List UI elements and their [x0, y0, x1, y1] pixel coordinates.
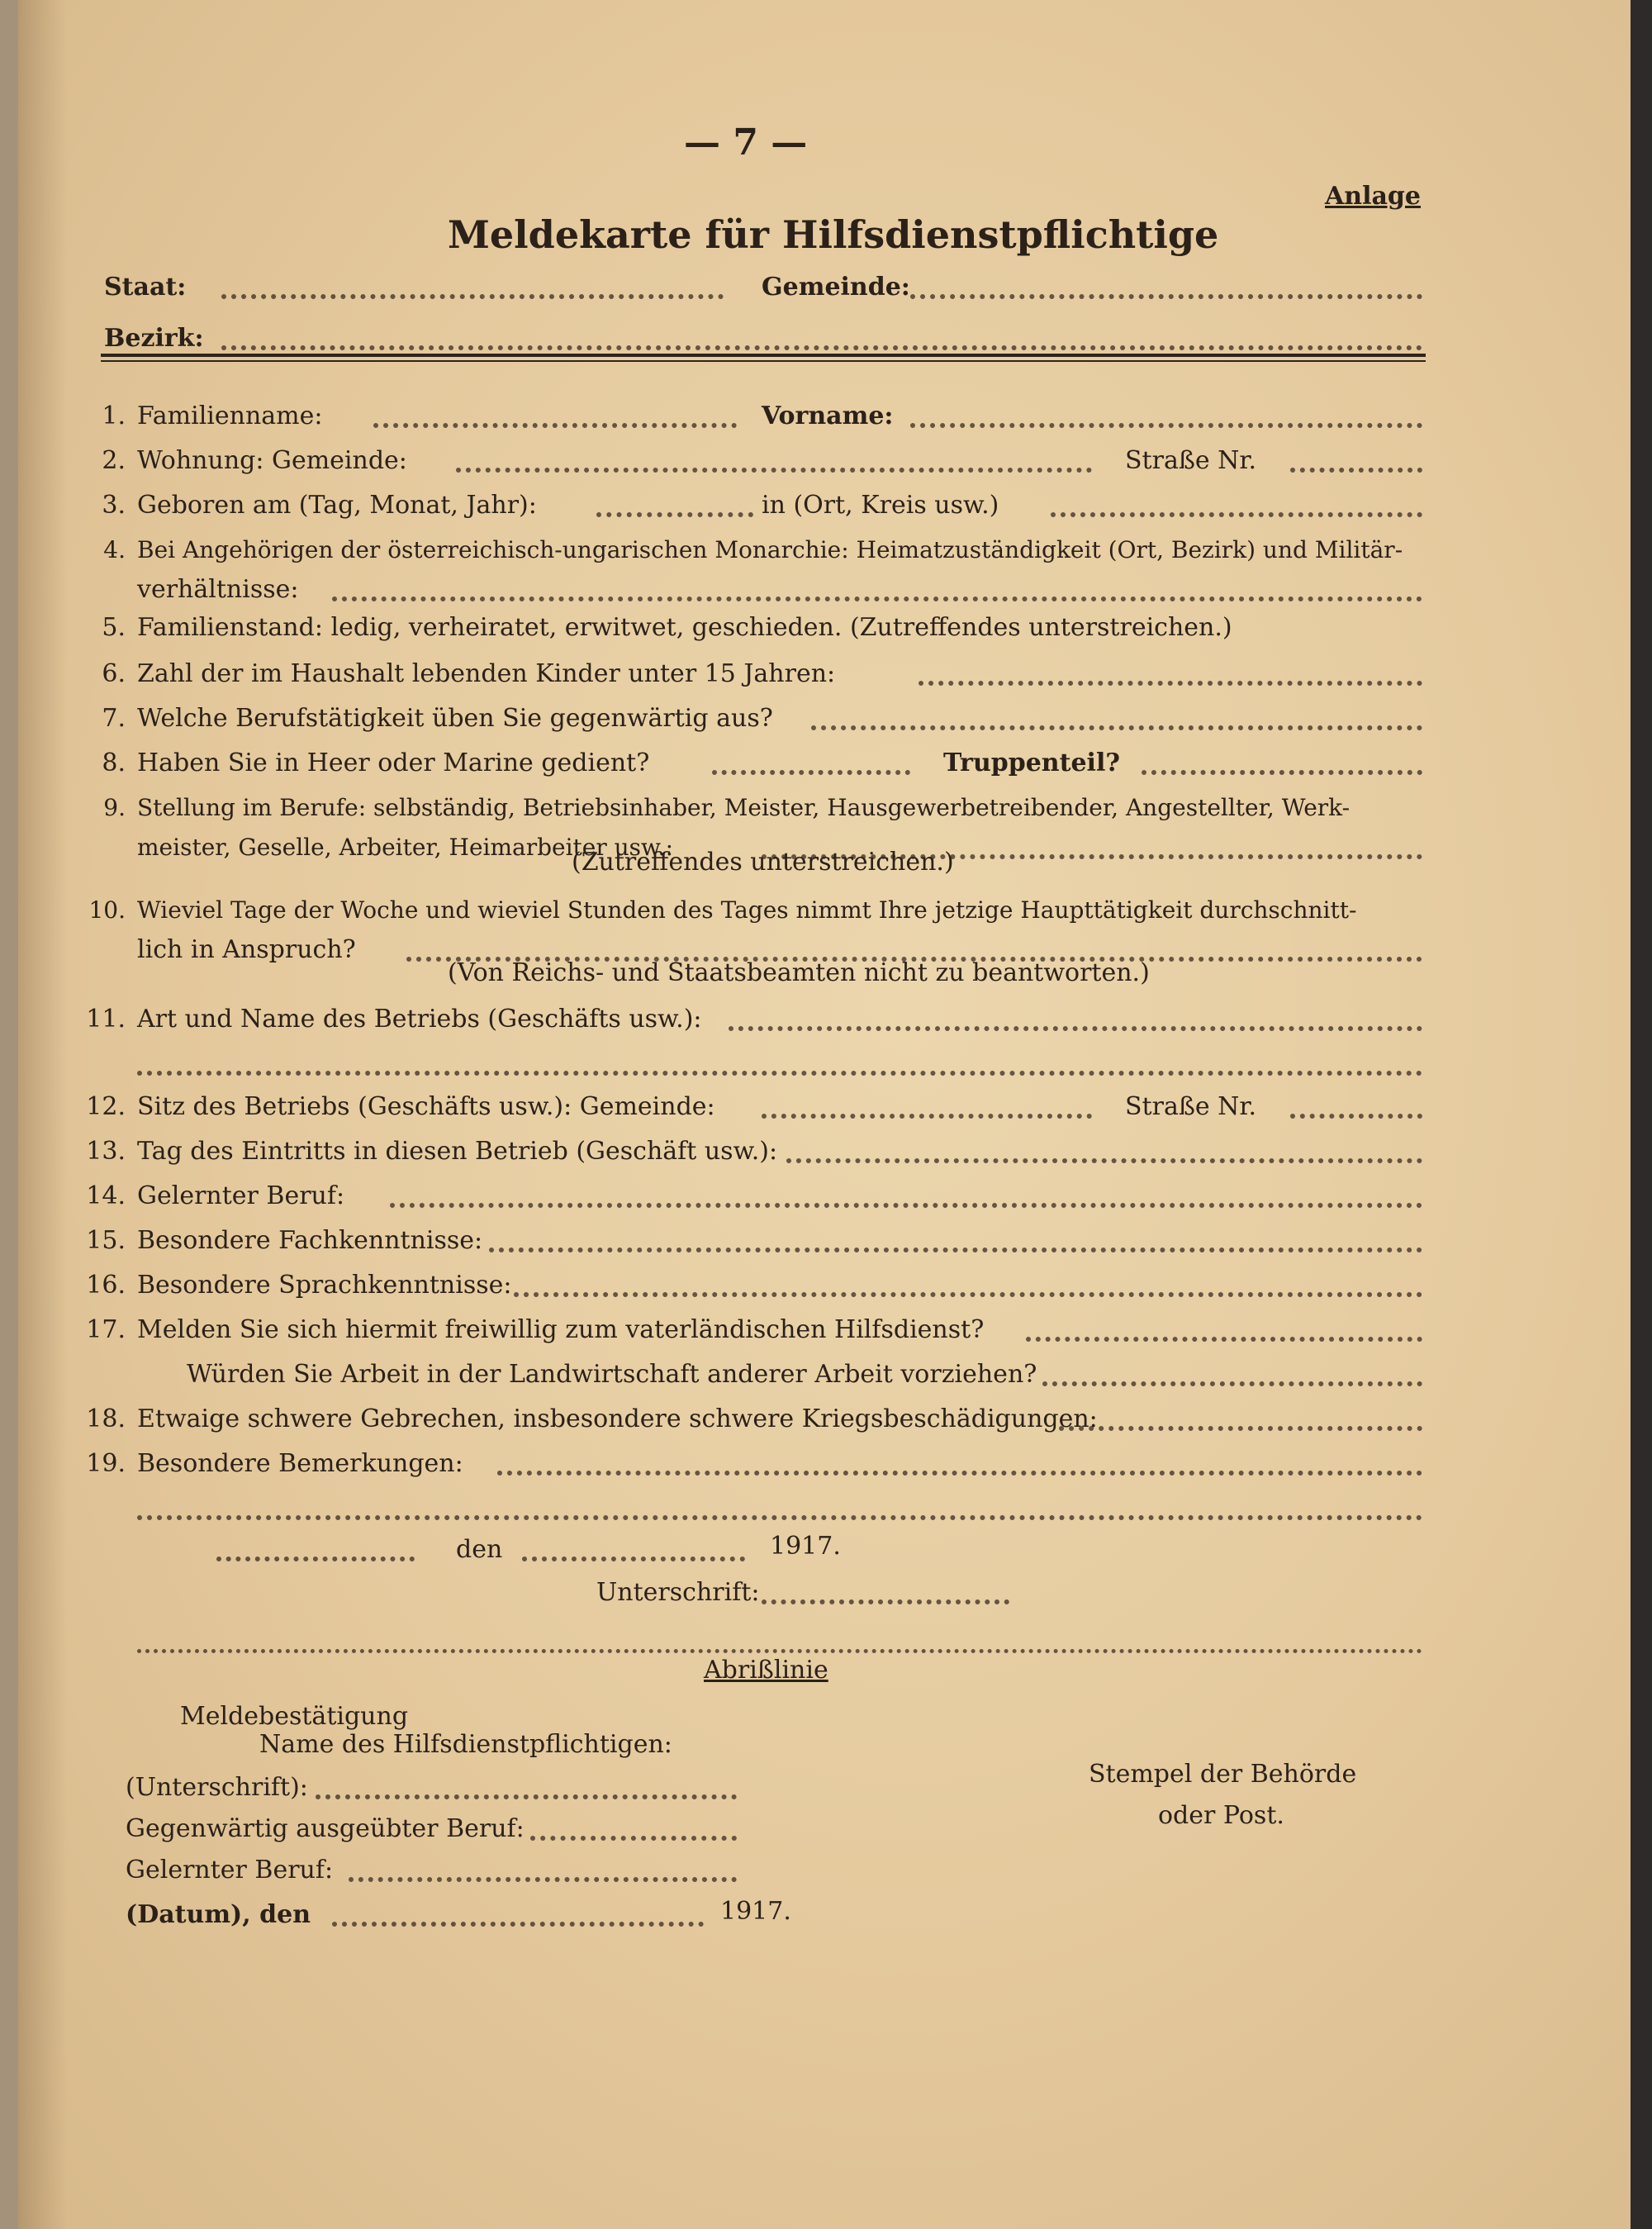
annex-label: Anlage	[1325, 182, 1421, 211]
field-8	[76, 749, 649, 778]
confirmation-name-label: Name des Hilfsdienstpflichtigen:	[259, 1730, 672, 1759]
arbeitszeit-label: Wieviel Tage der Woche und wieviel Stunden des Tages nimmt Ihre jetzige Haupttätigkeit durchschnitt-	[137, 896, 1357, 924]
confirmation-datum-label: (Datum), den	[126, 1900, 311, 1929]
staat-label: Staat:	[104, 273, 187, 302]
gemeinde-label: Gemeinde:	[762, 273, 910, 302]
sprachkenntnisse-field[interactable]	[514, 1289, 1422, 1297]
field-number: 2.	[102, 446, 126, 475]
book-binding	[0, 0, 18, 2229]
confirmation-datum-field[interactable]	[332, 1918, 704, 1927]
field-16	[76, 1271, 511, 1300]
gemeinde-field[interactable]	[910, 291, 1422, 299]
bemerkungen-field[interactable]	[497, 1467, 1422, 1476]
fachkenntnisse-label: Besondere Fachkenntnisse:	[137, 1226, 483, 1255]
sitz-strasse-label: Straße Nr.	[1125, 1092, 1256, 1121]
familienname-field[interactable]	[373, 420, 737, 428]
field-14	[76, 1181, 344, 1211]
field-2	[76, 446, 407, 476]
field-number: 19.	[86, 1449, 126, 1478]
stellung-label-cont[interactable]: meister, Geselle, Arbeiter, Heimarbeiter usw.:	[137, 834, 674, 861]
ort-field[interactable]	[216, 1553, 415, 1561]
eintritt-field[interactable]	[786, 1155, 1422, 1163]
heimat-field[interactable]	[332, 593, 1422, 601]
betrieb-field[interactable]	[729, 1023, 1422, 1031]
bezirk-label: Bezirk:	[104, 324, 204, 353]
wohnung-label: Wohnung: Gemeinde:	[137, 446, 407, 475]
field-number: 4.	[103, 536, 126, 563]
fachkenntnisse-field[interactable]	[489, 1244, 1422, 1252]
confirmation-beruf-field[interactable]	[530, 1832, 737, 1841]
gebrechen-label: Etwaige schwere Gebrechen, insbesondere schwere Kriegsbeschädigungen:	[137, 1404, 1098, 1433]
field-7	[76, 704, 773, 734]
geburtsort-field[interactable]	[1051, 509, 1422, 517]
gelernter-beruf-label: Gelernter Beruf:	[137, 1181, 345, 1210]
confirmation-unterschrift-label: (Unterschrift):	[126, 1773, 308, 1802]
eintritt-label: Tag des Eintritts in diesen Betrieb (Geschäft usw.):	[137, 1137, 778, 1166]
confirmation-unterschrift-field[interactable]	[316, 1791, 737, 1799]
field-number: 8.	[102, 749, 126, 777]
field-number: 10.	[88, 896, 126, 924]
familienname-label: Familienname:	[137, 402, 323, 430]
year-label: 1917.	[770, 1532, 841, 1561]
confirmation-gelernter-label: Gelernter Beruf:	[126, 1856, 334, 1884]
field-9	[76, 793, 1350, 823]
header-rule	[101, 354, 1426, 357]
arbeitszeit-label-cont: lich in Anspruch?	[137, 935, 356, 964]
gelernter-beruf-field[interactable]	[390, 1200, 1422, 1208]
betrieb-label: Art und Name des Betriebs (Geschäfts usw.):	[137, 1005, 702, 1034]
datum-field[interactable]	[522, 1553, 745, 1561]
freiwillig-field[interactable]	[1026, 1333, 1422, 1342]
field-15	[76, 1226, 482, 1256]
kinder-label: Zahl der im Haushalt lebenden Kinder unter 15 Jahren:	[137, 659, 836, 688]
heimat-label: Bei Angehörigen der österreichisch-ungarischen Monarchie: Heimatzuständigkeit (Ort, Bezirk) und Militär-	[137, 536, 1403, 563]
bemerkungen-label: Besondere Bemerkungen:	[137, 1449, 463, 1478]
unterschrift-field[interactable]	[762, 1596, 1009, 1604]
field-number: 15.	[86, 1226, 126, 1255]
heer-label: Haben Sie in Heer oder Marine gedient?	[137, 749, 650, 777]
staat-field[interactable]	[221, 291, 724, 299]
field-6	[76, 659, 835, 689]
arbeitszeit-note: (Von Reichs- und Staatsbeamten nicht zu beantworten.)	[448, 958, 1150, 987]
bemerkungen-field-2[interactable]	[137, 1512, 1422, 1520]
confirmation-year: 1917.	[720, 1897, 791, 1926]
field-number: 7.	[102, 704, 126, 733]
field-number: 3.	[102, 491, 126, 520]
stellung-note: (Zutreffendes unterstreichen.)	[572, 848, 954, 877]
field-3	[76, 491, 537, 520]
sitz-strasse-field[interactable]	[1290, 1110, 1422, 1119]
stamp-label-2: oder Post.	[1158, 1801, 1284, 1830]
field-number: 18.	[86, 1404, 126, 1433]
field-number: 5.	[102, 613, 126, 642]
field-13	[76, 1137, 777, 1167]
field-1	[76, 402, 323, 431]
familienstand-label[interactable]: Familienstand: ledig, verheiratet, erwitwet, geschieden. (Zutreffendes unterstreichen.)	[137, 613, 1232, 642]
field-number: 11.	[86, 1005, 126, 1034]
strasse-label: Straße Nr.	[1125, 446, 1256, 475]
confirmation-beruf-label: Gegenwärtig ausgeübter Beruf:	[126, 1814, 525, 1843]
stamp-label-1: Stempel der Behörde	[1089, 1760, 1357, 1789]
sitz-gemeinde-field[interactable]	[762, 1110, 1092, 1119]
field-11	[76, 1005, 702, 1034]
gebrechen-field[interactable]	[1059, 1423, 1422, 1431]
geburtsdatum-field[interactable]	[596, 509, 753, 517]
strasse-field[interactable]	[1290, 464, 1422, 473]
abriss-line	[137, 1646, 1422, 1653]
field-number: 1.	[102, 402, 126, 430]
field-number: 14.	[86, 1181, 126, 1210]
page-number: — 7 —	[684, 121, 808, 164]
landwirtschaft-label: Würden Sie Arbeit in der Landwirtschaft anderer Arbeit vorziehen?	[187, 1360, 1037, 1389]
sitz-label: Sitz des Betriebs (Geschäfts usw.): Gemeinde:	[137, 1092, 715, 1121]
betrieb-field-2[interactable]	[137, 1067, 1422, 1076]
unterschrift-label: Unterschrift:	[596, 1578, 760, 1607]
field-number: 13.	[86, 1137, 126, 1166]
geburtsort-label: in (Ort, Kreis usw.)	[762, 491, 999, 520]
wohnung-gemeinde-field[interactable]	[456, 464, 1092, 473]
confirmation-gelernter-field[interactable]	[349, 1874, 737, 1882]
vorname-field[interactable]	[910, 420, 1422, 428]
field-number: 16.	[86, 1271, 126, 1300]
abriss-label: Abrißlinie	[704, 1656, 828, 1685]
field-4	[76, 535, 1403, 565]
field-number: 12.	[86, 1092, 126, 1121]
field-5	[76, 613, 1232, 643]
bezirk-field[interactable]	[221, 342, 1422, 350]
vorname-label: Vorname:	[762, 402, 894, 430]
form-title: Meldekarte für Hilfsdienstpflichtige	[448, 212, 1219, 257]
truppenteil-field[interactable]	[1142, 767, 1422, 775]
kinder-field[interactable]	[919, 677, 1422, 686]
berufstaetigkeit-label: Welche Berufstätigkeit üben Sie gegenwärtig aus?	[137, 704, 773, 733]
landwirtschaft-field[interactable]	[1042, 1378, 1422, 1386]
field-18	[76, 1404, 1098, 1434]
freiwillig-label: Melden Sie sich hiermit freiwillig zum vaterländischen Hilfsdienst?	[137, 1315, 985, 1344]
field-number: 17.	[86, 1315, 126, 1344]
field-12	[76, 1092, 715, 1122]
document-page	[18, 0, 1631, 2229]
geboren-label: Geboren am (Tag, Monat, Jahr):	[137, 491, 537, 520]
truppenteil-label: Truppenteil?	[943, 749, 1120, 777]
heer-field[interactable]	[712, 767, 910, 775]
field-17	[76, 1315, 984, 1345]
field-19	[76, 1449, 463, 1479]
sprachkenntnisse-label: Besondere Sprachkenntnisse:	[137, 1271, 512, 1300]
field-number: 6.	[102, 659, 126, 688]
den-label: den	[456, 1535, 503, 1564]
stellung-label[interactable]: Stellung im Berufe: selbständig, Betriebsinhaber, Meister, Hausgewerbetreibender, Angestellter, Werk-	[137, 794, 1351, 821]
header-rule-thin	[101, 360, 1426, 362]
confirmation-title: Meldebestätigung	[180, 1702, 409, 1731]
berufstaetigkeit-field[interactable]	[811, 722, 1422, 730]
militaer-label: verhältnisse:	[137, 575, 299, 604]
field-number: 9.	[103, 794, 126, 821]
field-10	[76, 896, 1356, 925]
